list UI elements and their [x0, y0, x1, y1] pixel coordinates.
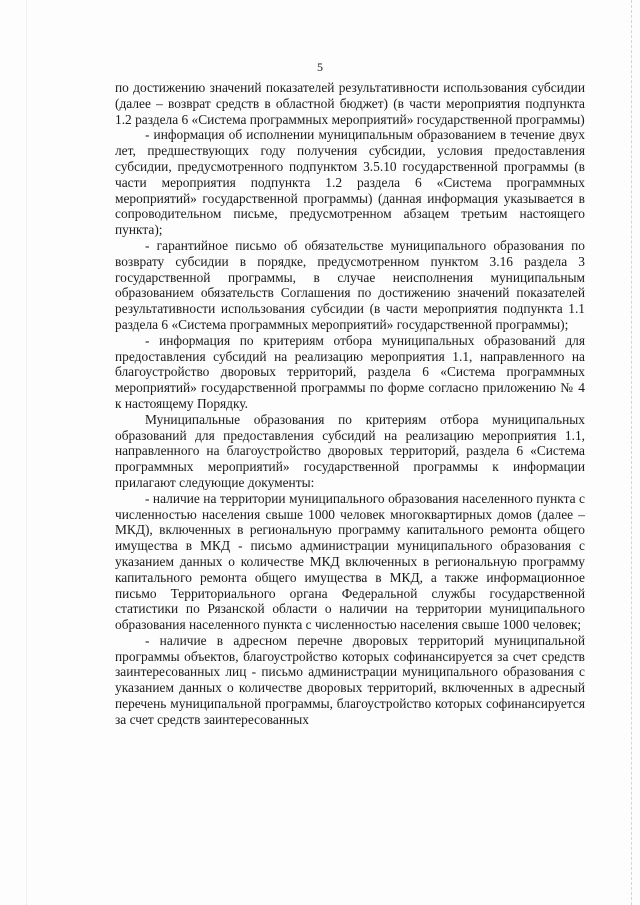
paragraph-municipal-documents: Муниципальные образования по критериям отбора муниципальных образований для предоставления субсидий на реализацию мероприятия 1.1, направленного на благоустройство дворовых территорий, раздела 6 «Система программных мероприятий» государственной программы к информации прилагают следующие документы:	[115, 411, 585, 490]
document-body	[115, 80, 585, 728]
scan-edge-right	[631, 0, 632, 905]
paragraph-execution-info: - информация об исполнении муниципальным образованием в течение двух лет, предшествующих году получения субсидии, условия предоставления субсидии, предусмотренного подпунктом 3.5.10 государственной программы (в части мероприятия подпункта 1.2 раздела 6 «Система программных мероприятий» государственной программы) (данная информация указывается в сопроводительном письме, предусмотренном абзацем третьим настоящего пункта);	[115, 127, 585, 238]
paragraph-address-list: - наличие в адресном перечне дворовых территорий муниципальной программы объектов, благоустройство которых софинансируется за счет средств заинтересованных лиц - письмо администрации муниципального образования с указанием данных о количестве дворовых территорий, включенных в адресный перечень муниципальной программы, благоустройство которых софинансируется за счет средств заинтересованных	[115, 632, 585, 727]
paragraph-continuation: по достижению значений показателей результативности использования субсидии (далее – возврат средств в областной бюджет) (в части мероприятия подпункта 1.2 раздела 6 «Система программных мероприятий» государственной программы)	[115, 80, 585, 127]
paragraph-selection-criteria-info: - информация по критериям отбора муниципальных образований для предоставления субсидий на реализацию мероприятия 1.1, направленного на благоустройство дворовых территорий, раздела 6 «Система программных мероприятий» государственной программы по форме согласно приложению № 4 к настоящему Порядку.	[115, 332, 585, 411]
scan-edge-left	[26, 0, 27, 905]
page-number: 5	[317, 60, 323, 74]
paragraph-mkd-presence: - наличие на территории муниципального образования населенного пункта с численностью населения свыше 1000 человек многоквартирных домов (далее – МКД), включенных в региональную программу капитального ремонта общего имущества в МКД - письмо администрации муниципального образования с указанием данных о количестве МКД включенных в региональную программу капитального ремонта общего имущества в МКД, а также информационное письмо Территориального органа Федеральной службы государственной статистики по Рязанской области о наличии на территории муниципального образования населенного пункта с численностью населения свыше 1000 человек;	[115, 490, 585, 633]
paragraph-guarantee-letter: - гарантийное письмо об обязательстве муниципального образования по возврату субсидии в порядке, предусмотренном пунктом 3.16 раздела 3 государственной программы, в случае неисполнения муниципальным образованием обязательств Соглашения по достижению значений показателей результативности использования субсидии (в части мероприятия подпункта 1.1 раздела 6 «Система программных мероприятий» государственной программы);	[115, 237, 585, 332]
